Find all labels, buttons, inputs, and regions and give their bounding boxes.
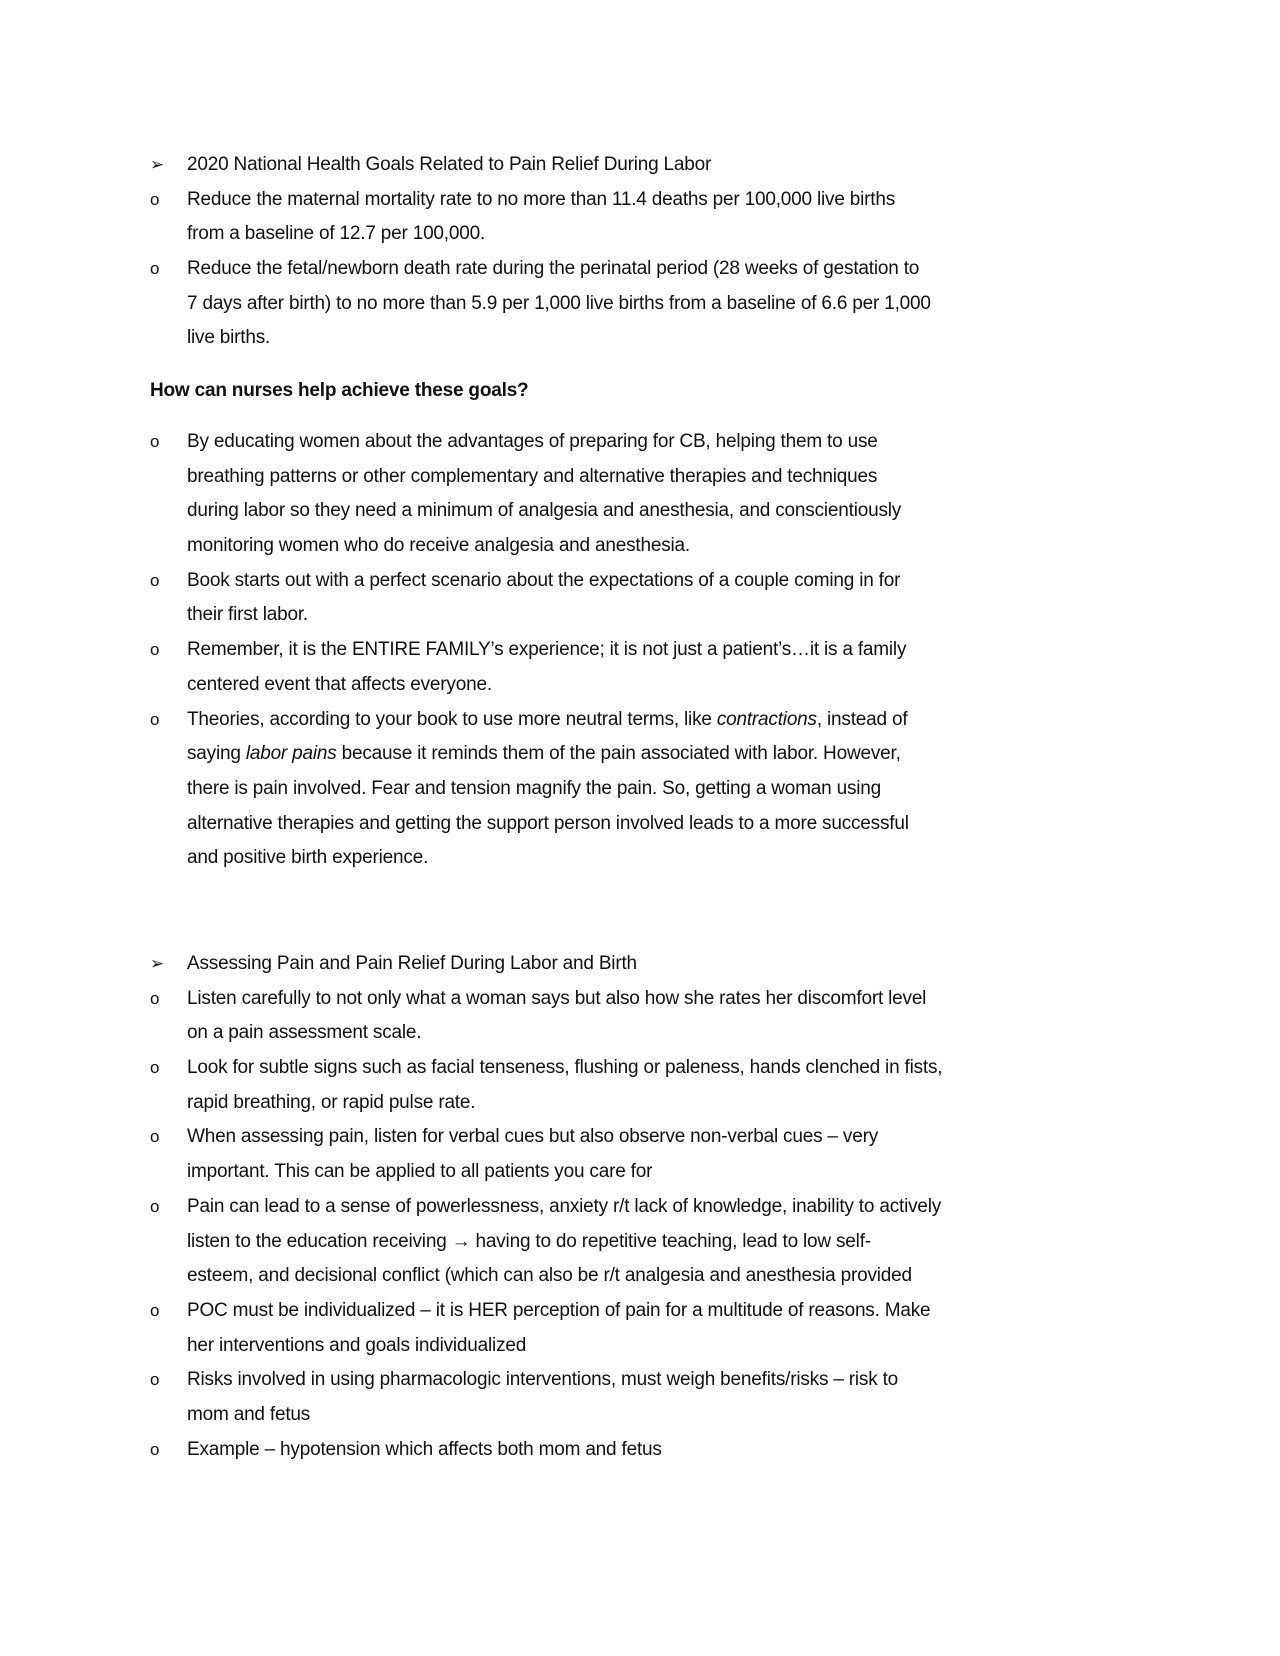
list-item-continuation bbox=[150, 1155, 1150, 1190]
list-item bbox=[150, 148, 1150, 183]
list-item bbox=[150, 1051, 1150, 1086]
text: Remember, it is the ENTIRE FAMILY’s experience; it is not just a patient’s…it is a family bbox=[187, 639, 907, 661]
text: By educating women about the advantages of preparing for CB, helping them to use bbox=[187, 431, 878, 452]
circle-bullet-icon: o bbox=[150, 1300, 160, 1320]
list-item bbox=[150, 1190, 1150, 1225]
list-item-continuation bbox=[150, 460, 1150, 495]
list-item bbox=[150, 703, 1150, 738]
list-item bbox=[150, 425, 1150, 460]
text: during labor so they need a minimum of analgesia and anesthesia, and conscientiously bbox=[187, 500, 902, 522]
text: centered event that affects everyone. bbox=[187, 673, 492, 695]
text: alternative therapies and getting the support person involved leads to a more successful bbox=[187, 812, 909, 834]
section-nurses-heading bbox=[150, 374, 1150, 409]
list-item bbox=[150, 947, 1150, 982]
text: listen to the education receiving → having to do repetitive teaching, lead to low self- bbox=[187, 1230, 871, 1252]
list-item-continuation bbox=[150, 287, 1150, 322]
text: 7 days after birth) to no more than 5.9 per 1,000 live births from a baseline of 6.6 per 1,000 bbox=[187, 292, 931, 314]
list-item bbox=[150, 1120, 1150, 1155]
circle-bullet-icon: o bbox=[150, 1196, 160, 1216]
list-item-continuation bbox=[150, 494, 1150, 529]
list-item bbox=[150, 1363, 1150, 1398]
text: Theories, according to your book to use more neutral terms, like bbox=[187, 708, 717, 730]
circle-bullet-icon: o bbox=[150, 1127, 160, 1147]
section-goals bbox=[150, 148, 1150, 356]
circle-bullet-icon: o bbox=[150, 1370, 160, 1390]
list-item bbox=[150, 1294, 1150, 1329]
list-item-continuation bbox=[150, 737, 1150, 772]
circle-bullet-icon: o bbox=[150, 709, 160, 729]
list-item-continuation bbox=[150, 1259, 1150, 1294]
text: breathing patterns or other complementary and alternative therapies and techniques bbox=[187, 465, 878, 487]
text: important. This can be applied to all patients you care for bbox=[187, 1161, 653, 1183]
text: their first labor. bbox=[187, 604, 309, 626]
emphasized-text: labor pains bbox=[245, 743, 337, 765]
text: Risks involved in using pharmacologic interventions, must weigh benefits/risks – risk to bbox=[187, 1369, 899, 1391]
list-item-continuation bbox=[150, 807, 1150, 842]
list-item-continuation bbox=[150, 1225, 1150, 1260]
list-item bbox=[150, 633, 1150, 668]
text: , instead of bbox=[816, 708, 908, 730]
section-heading: How can nurses help achieve these goals? bbox=[150, 380, 529, 401]
text: Listen carefully to not only what a woman says but also how she rates her discomfort level bbox=[187, 987, 927, 1009]
text: her interventions and goals individualized bbox=[187, 1334, 527, 1356]
text: from a baseline of 12.7 per 100,000. bbox=[187, 223, 486, 245]
list-item-continuation bbox=[150, 1086, 1150, 1121]
list-item bbox=[150, 982, 1150, 1017]
list-item-continuation bbox=[150, 772, 1150, 807]
list-item bbox=[150, 252, 1150, 287]
list-item-continuation bbox=[150, 529, 1150, 564]
text: there is pain involved. Fear and tension magnify the pain. So, getting a woman using bbox=[187, 777, 882, 799]
list-item-continuation bbox=[150, 668, 1150, 703]
arrow-bullet-icon: ➢ bbox=[150, 954, 165, 973]
list-item bbox=[150, 564, 1150, 599]
text: POC must be individualized – it is HER perception of pain for a multitude of reasons. Make bbox=[187, 1299, 931, 1321]
text: and positive birth experience. bbox=[187, 847, 429, 869]
text: Assessing Pain and Pain Relief During Labor and Birth bbox=[187, 953, 637, 974]
circle-bullet-icon: o bbox=[150, 570, 160, 590]
text: saying bbox=[187, 743, 246, 765]
text: because it reminds them of the pain associated with labor. However, bbox=[336, 743, 901, 765]
circle-bullet-icon: o bbox=[150, 1058, 160, 1078]
list-item-continuation bbox=[150, 1016, 1150, 1051]
text: monitoring women who do receive analgesia and anesthesia. bbox=[187, 535, 690, 557]
list-item-continuation bbox=[150, 217, 1150, 252]
list-item-continuation bbox=[150, 841, 1150, 876]
list-item-continuation bbox=[150, 598, 1150, 633]
list-item bbox=[150, 183, 1150, 218]
text: 2020 National Health Goals Related to Pain Relief During Labor bbox=[187, 154, 712, 175]
text: rapid breathing, or rapid pulse rate. bbox=[187, 1091, 476, 1113]
emphasized-text: contractions bbox=[716, 708, 817, 730]
circle-bullet-icon: o bbox=[150, 189, 160, 209]
text: When assessing pain, listen for verbal cues but also observe non-verbal cues – very bbox=[187, 1126, 878, 1148]
circle-bullet-icon: o bbox=[150, 1439, 160, 1459]
text: Look for subtle signs such as facial tenseness, flushing or paleness, hands clenched in fists, bbox=[187, 1057, 943, 1079]
text: esteem, and decisional conflict (which can also be r/t analgesia and anesthesia provided bbox=[187, 1265, 912, 1287]
circle-bullet-icon: o bbox=[150, 259, 160, 279]
text: Reduce the maternal mortality rate to no more than 11.4 deaths per 100,000 live births bbox=[187, 188, 896, 210]
list-item bbox=[150, 1433, 1150, 1468]
section-nurses bbox=[150, 425, 1150, 876]
text: live births. bbox=[187, 327, 271, 349]
text: Book starts out with a perfect scenario about the expectations of a couple coming in for bbox=[187, 569, 901, 591]
circle-bullet-icon: o bbox=[150, 988, 160, 1008]
text: on a pain assessment scale. bbox=[187, 1022, 422, 1044]
list-item-continuation bbox=[150, 1398, 1150, 1433]
arrow-bullet-icon: ➢ bbox=[150, 155, 165, 174]
text: Pain can lead to a sense of powerlessness, anxiety r/t lack of knowledge, inability to actively bbox=[187, 1195, 942, 1217]
section-assessing bbox=[150, 947, 1150, 1467]
circle-bullet-icon: o bbox=[150, 432, 160, 451]
list-item-continuation bbox=[150, 1329, 1150, 1364]
text: Reduce the fetal/newborn death rate during the perinatal period (28 weeks of gestation to bbox=[187, 258, 920, 280]
text: Example – hypotension which affects both mom and fetus bbox=[187, 1438, 662, 1460]
text: mom and fetus bbox=[187, 1403, 311, 1425]
circle-bullet-icon: o bbox=[150, 640, 160, 660]
list-item-continuation bbox=[150, 321, 1150, 356]
